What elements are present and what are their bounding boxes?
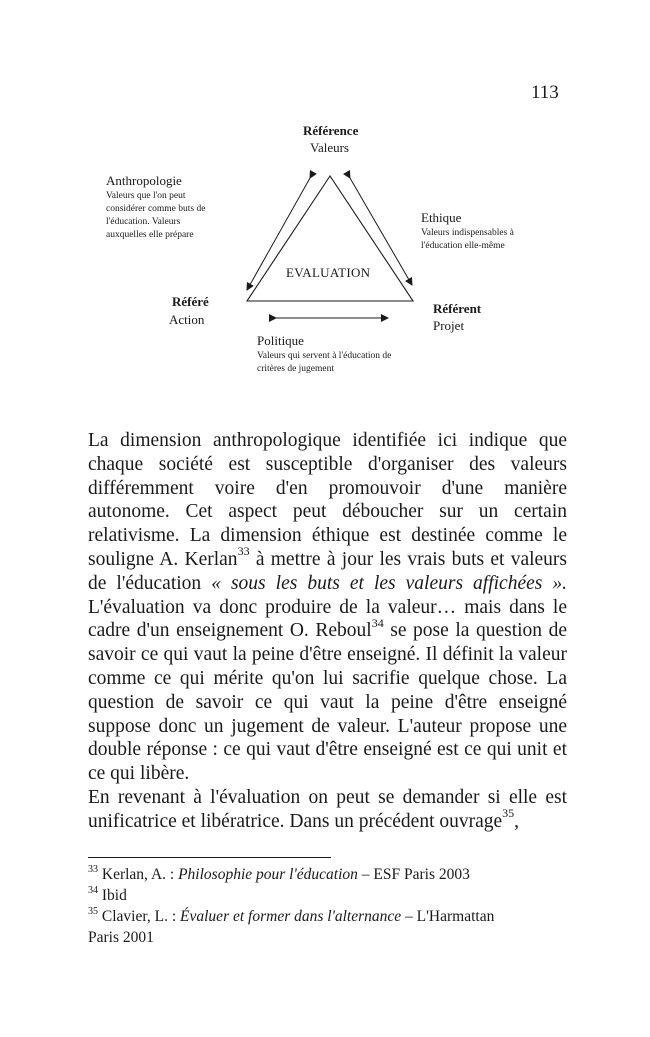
footnote-author: Clavier, L. : — [101, 908, 181, 925]
reference-sub: Valeurs — [310, 140, 349, 155]
ethique-title: Ethique — [421, 210, 462, 225]
footnote-ref-33[interactable]: 33 — [237, 544, 250, 559]
ethique-desc-line: l'éducation elle-même — [421, 241, 505, 251]
refere-title: Référé — [172, 294, 209, 309]
footnote-34 — [88, 885, 568, 906]
anthropologie-desc-line: considérer comme buts de — [106, 204, 206, 214]
footnote-author: Kerlan, A. : — [101, 866, 179, 883]
quote-italic: « sous les buts et les valeurs affichées ». — [211, 572, 568, 594]
footnote-title: Évaluer et former dans l'alternance — [180, 908, 402, 925]
footnote-number: 35 — [88, 905, 98, 917]
refere-sub: Action — [169, 312, 205, 327]
footnote-35 — [88, 906, 568, 927]
politique-desc-line: Valeurs qui servent à l'éducation de — [257, 351, 392, 361]
footnote-number: 33 — [88, 863, 98, 875]
anthropologie-title: Anthropologie — [106, 173, 182, 188]
footnotes — [88, 864, 568, 948]
text-run: à mettre à jour les vrais buts et valeurs de l'éducation — [88, 548, 568, 594]
text-run: , — [514, 810, 520, 832]
evaluation-label: EVALUATION — [286, 265, 371, 280]
body-text — [88, 429, 567, 834]
footnote-publisher: – ESF Paris 2003 — [357, 866, 470, 883]
reference-title: Référence — [303, 123, 359, 138]
paragraph-2 — [88, 786, 567, 834]
footnote-ref-34[interactable]: 34 — [371, 615, 384, 630]
text-run: En revenant à l'évaluation on peut se demander si elle est unificatrice et libératrice. Dans un précédent ouvrage — [88, 786, 567, 832]
footnote-text: Ibid — [101, 887, 127, 904]
footnote-publisher: – L'Harmattan — [401, 908, 495, 925]
text-run: L'évaluation va donc produire de la valeur… mais dans le cadre d'un enseignement O. Reboul — [88, 596, 567, 642]
page-number: 113 — [531, 82, 559, 103]
anthropologie-desc-line: Valeurs que l'on peut — [106, 191, 186, 201]
text-run: La dimension anthropologique identifiée ici indique que chaque société est susceptible d'organiser des valeurs différemment voire d'en promouvoir d'une manière autonome. Cet aspect peut déboucher sur un certain relativisme. La dimension éthique est destinée comme le souligne A. Kerlan — [88, 430, 567, 570]
text-run: se pose la question de savoir ce qui vaut la peine d'être enseigné. Il définit la valeur comme ce qui mérite qu'on lui sacrifie quelque chose. La question de savoir ce qui vaut la peine d'être enseigné suppose donc un jugement de valeur. L'auteur propose une double réponse : ce qui vaut d'être enseigné est ce qui unit et ce qui libère. — [88, 620, 567, 785]
politique-desc — [257, 350, 391, 376]
footnote-number: 34 — [88, 884, 98, 896]
anthropologie-desc-line: l'éducation. Valeurs — [106, 217, 181, 227]
footnote-divider — [88, 857, 331, 858]
footnote-title: Philosophie pour l'éducation — [178, 866, 358, 883]
evaluation-triangle-diagram — [0, 0, 650, 400]
anthropologie-desc-line: auxquelles elle prépare — [106, 230, 194, 240]
footnote-ref-35[interactable]: 35 — [502, 806, 515, 821]
paragraph-1 — [88, 429, 567, 786]
anthropologie-desc — [106, 190, 205, 242]
politique-desc-line: critères de jugement — [257, 364, 335, 374]
footnote-35-continued: Paris 2001 — [88, 929, 154, 946]
ethique-desc — [421, 227, 514, 253]
referent-title: Référent — [433, 301, 482, 316]
referent-sub: Projet — [433, 318, 465, 333]
ethique-desc-line: Valeurs indispensables à — [421, 228, 514, 238]
politique-title: Politique — [257, 333, 304, 348]
footnote-33 — [88, 864, 568, 885]
